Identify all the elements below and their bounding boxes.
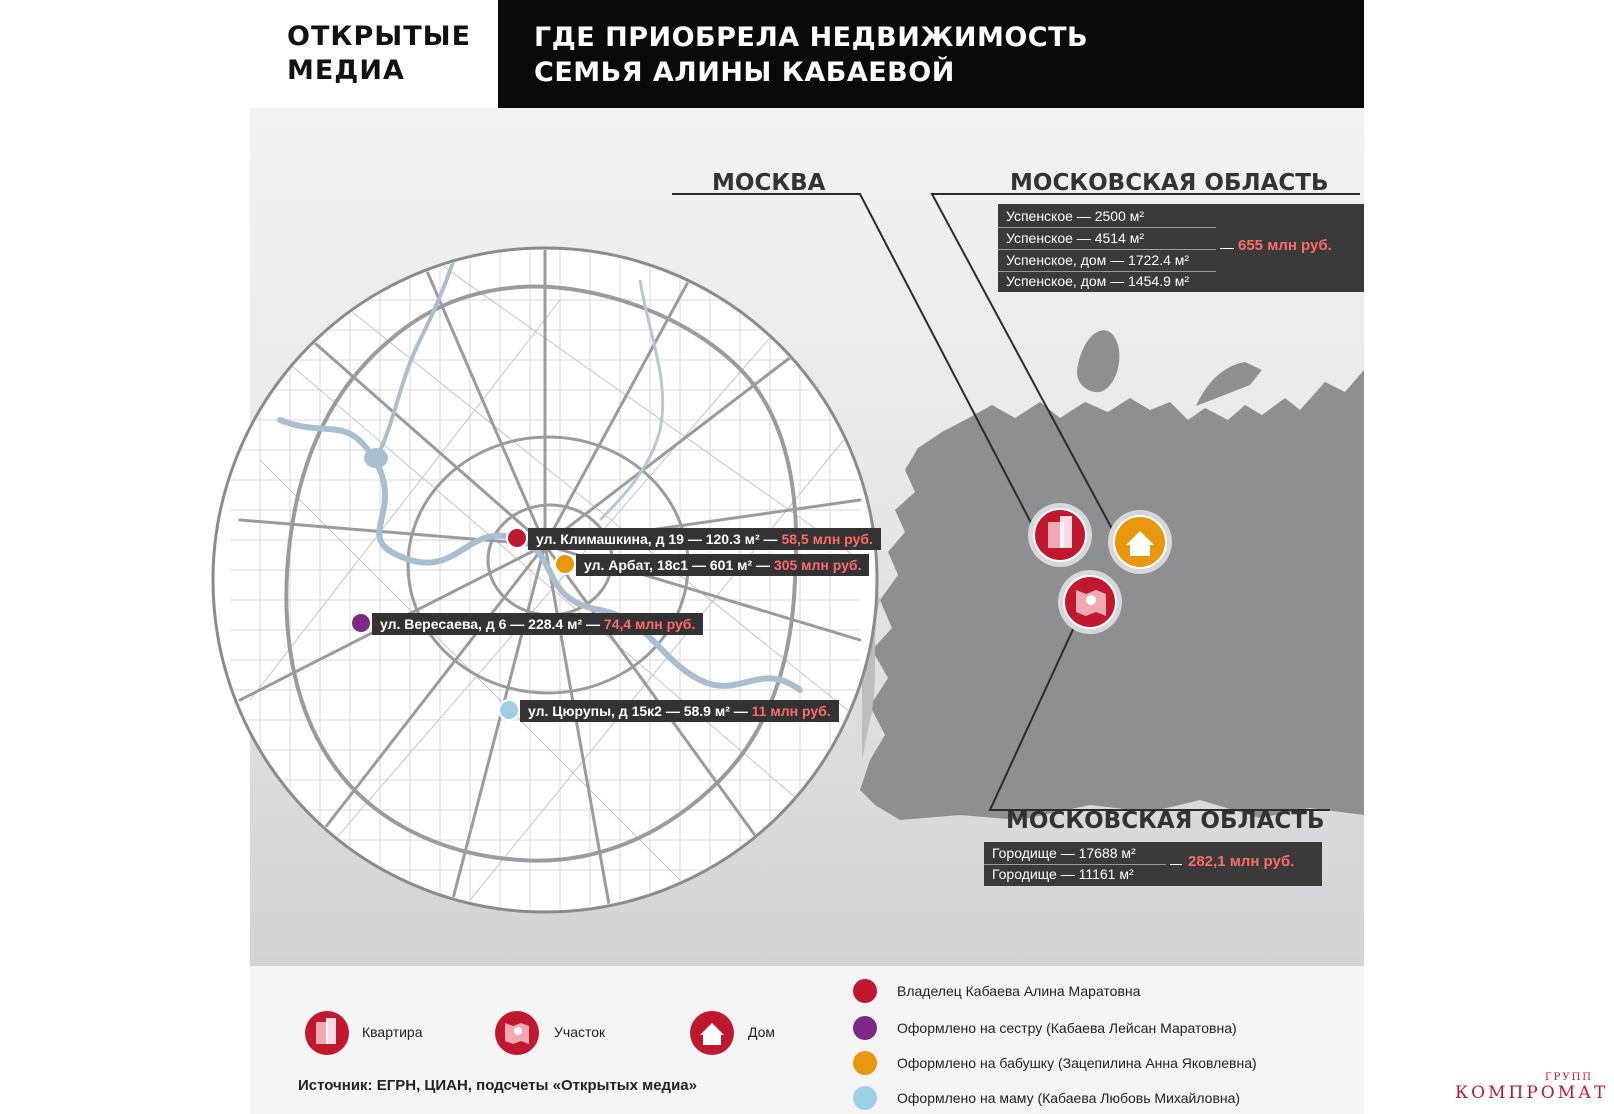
property-price: 58,5 млн руб.	[781, 531, 873, 547]
property-row: Успенское, дом — 1722.4 м²	[1006, 252, 1190, 268]
property-label-arbat: ул. Арбат, 18с1 — 601 м² — 305 млн руб.	[576, 554, 869, 576]
legend-owner-dot	[853, 979, 877, 1003]
uspenskoye-properties-box	[998, 204, 1364, 292]
property-label-klimashkina: ул. Климашкина, д 19 — 120.3 м² — 58,5 млн руб.	[528, 528, 881, 550]
apartment-marker-icon	[1028, 503, 1092, 567]
uspenskoye-total-price: 655 млн руб.	[1238, 237, 1332, 254]
legend-land-plot-label: Участок	[554, 1024, 606, 1040]
legend-owner-mother: Оформлено на маму (Кабаева Любовь Михайловна)	[897, 1090, 1241, 1106]
owner-dot-grandmother	[554, 553, 576, 575]
legend-owner-dot	[853, 1051, 877, 1075]
legend-owner-dot	[853, 1016, 877, 1040]
watermark-small: ГРУПП	[1545, 1072, 1594, 1083]
title-line-2: СЕМЬЯ АЛИНЫ КАБАЕВОЙ	[534, 57, 955, 88]
property-row: Успенское — 2500 м²	[1006, 208, 1145, 224]
moscow-title: МОСКВА	[712, 170, 826, 196]
property-label-tsyurupy: ул. Цюрупы, д 15к2 — 58.9 м² — 11 млн руб.	[520, 700, 839, 722]
house-marker-icon	[1108, 510, 1172, 574]
title-line-1: ГДЕ ПРИОБРЕЛА НЕДВИЖИМОСТЬ	[534, 22, 1089, 53]
owner-dot-alina	[506, 527, 528, 549]
title-bar	[498, 0, 1364, 108]
legend-owner-grandmother: Оформлено на бабушку (Зацепилина Анна Яковлевна)	[897, 1055, 1257, 1071]
moscow-region-bottom-title: МОСКОВСКАЯ ОБЛАСТЬ	[1006, 808, 1325, 834]
brand-logo	[287, 20, 471, 88]
gorodishche-properties-box	[984, 842, 1322, 886]
property-row: Успенское, дом — 1454.9 м²	[1006, 273, 1190, 289]
legend-house-label: Дом	[748, 1024, 776, 1040]
owner-dot-mother	[498, 699, 520, 721]
property-row: Успенское — 4514 м²	[1006, 230, 1145, 246]
brand-line-1: ОТКРЫТЫЕ	[287, 21, 472, 52]
land-plot-marker-icon	[1058, 570, 1122, 634]
brand-line-2: МЕДИА	[287, 55, 405, 86]
legend-owner-dot	[853, 1086, 877, 1110]
property-price: 11 млн руб.	[751, 703, 831, 719]
property-row: Городище — 17688 м²	[992, 845, 1136, 861]
owner-dot-sister	[350, 612, 372, 634]
gorodishche-total-price: 282,1 млн руб.	[1188, 853, 1295, 870]
legend-apartment-label: Квартира	[362, 1024, 423, 1040]
land-plot-legend-icon	[495, 1011, 539, 1055]
property-label-veresaeva: ул. Вересаева, д 6 — 228.4 м² — 74,4 млн руб.	[372, 613, 703, 635]
legend-owner-sister: Оформлено на сестру (Кабаева Лейсан Маратовна)	[897, 1020, 1237, 1036]
moscow-region-top-title: МОСКОВСКАЯ ОБЛАСТЬ	[1010, 170, 1329, 196]
source-note: Источник: ЕГРН, ЦИАН, подсчеты «Открытых медиа»	[298, 1077, 697, 1094]
property-price: 305 млн руб.	[773, 557, 862, 573]
property-row: Городище — 11161 м²	[992, 866, 1134, 882]
legend-owner-alina: Владелец Кабаева Алина Маратовна	[897, 983, 1141, 999]
property-price: 74,4 млн руб.	[603, 616, 696, 632]
watermark: КОМПРОМАТ	[1455, 1083, 1609, 1103]
house-legend-icon	[690, 1011, 734, 1055]
apartment-legend-icon	[305, 1011, 349, 1055]
page-title	[534, 20, 1088, 90]
